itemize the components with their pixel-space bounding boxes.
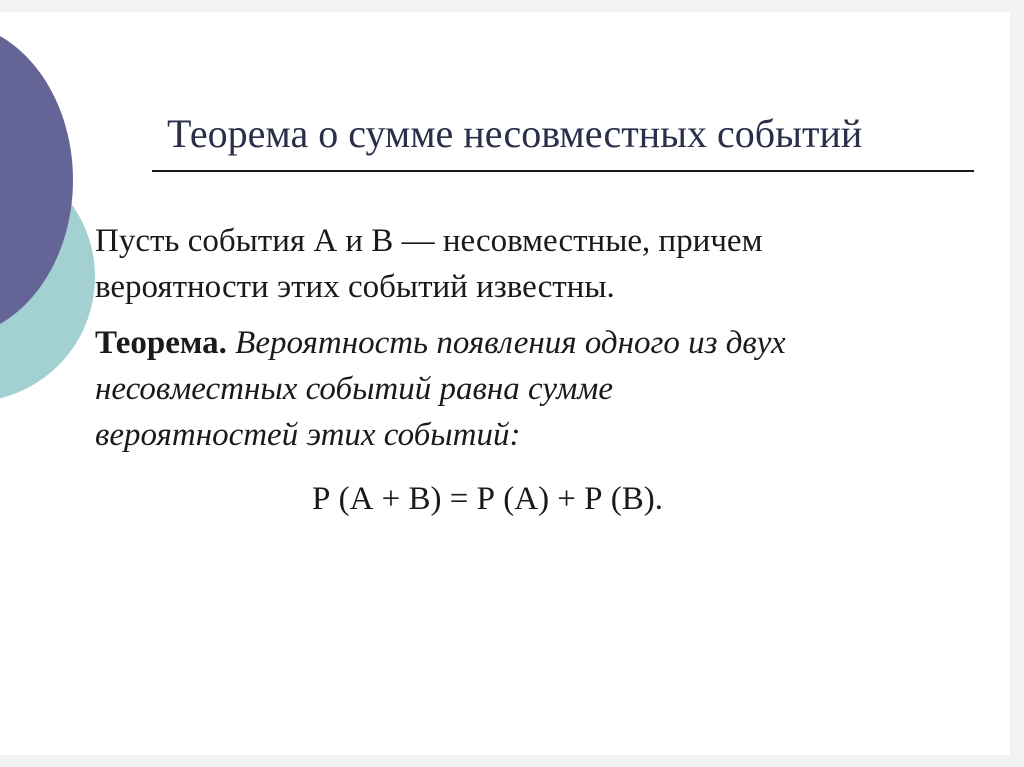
theorem-paragraph bbox=[95, 320, 955, 458]
theorem-line-2: несовместных событий равна сумме bbox=[95, 371, 613, 407]
title-underline bbox=[152, 170, 974, 172]
premise-line-2: вероятности этих событий известны. bbox=[95, 269, 615, 305]
premise-line-1: Пусть события А и В — несовместные, причем bbox=[95, 223, 763, 259]
theorem-line-1: Вероятность появления одного из двух bbox=[226, 325, 786, 361]
slide bbox=[0, 12, 1010, 755]
frame-right bbox=[1010, 0, 1024, 767]
slide-title: Теорема о сумме несовместных событий bbox=[167, 111, 863, 156]
frame-top bbox=[0, 0, 1024, 12]
frame-bottom bbox=[0, 755, 1024, 767]
theorem-line-3: вероятностей этих событий: bbox=[95, 417, 521, 453]
theorem-label: Теорема. bbox=[95, 325, 227, 361]
premise-paragraph bbox=[95, 218, 915, 310]
probability-formula: Р (А + В) = Р (А) + Р (В). bbox=[312, 481, 664, 517]
